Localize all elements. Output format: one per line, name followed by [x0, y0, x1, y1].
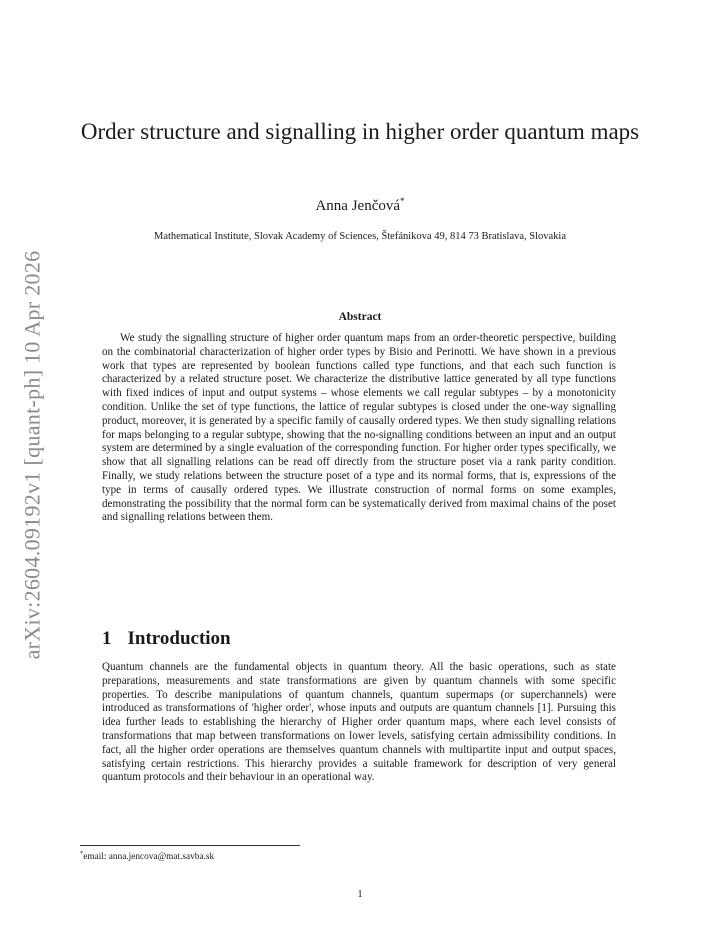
section-title: Introduction: [127, 628, 231, 649]
abstract-heading: Abstract: [338, 311, 382, 323]
section-heading-introduction: [102, 628, 231, 650]
arxiv-identifier: arXiv:2604.09192v1 [quant-ph] 10 Apr 2026: [19, 250, 45, 660]
introduction-paragraph: Quantum channels are the fundamental objects in quantum theory. All the basic operations, such as state preparations, measurements and state transformations are given by quantum channels with some specific properties. To describe manipulations of quantum channels, quantum supermaps (or superchannels) were introduced as transformations of 'higher order', whose inputs and outputs are quantum channels [1]. Pursuing this idea further leads to establishing the hierarchy of Higher order quantum maps, where each level consists of transformations that map between transformations on lower levels, satisfying certain admissibility conditions. In fact, all the higher order operations are themselves quantum channels with multipartite input and output spaces, satisfying certain restrictions. This hierarchy provides a suitable framework for description of very general quantum protocols and their behaviour in an operational way.: [102, 661, 616, 784]
footnote-divider: [80, 845, 300, 846]
author-name: Anna Jenčová: [315, 198, 401, 214]
section-number: 1: [102, 628, 112, 649]
author-footnote-mark: *: [400, 196, 405, 206]
paper-title: Order structure and signalling in higher order quantum maps: [80, 119, 640, 144]
page-number: 1: [357, 888, 363, 900]
arxiv-identifier-sidebar: [4, 250, 60, 660]
author-affiliation: Mathematical Institute, Slovak Academy of Sciences, Štefánikova 49, 814 73 Bratislava, Slovakia: [153, 231, 567, 242]
author-line: [80, 196, 640, 215]
abstract-text: We study the signalling structure of higher order quantum maps from an order-theoretic perspective, building on the combinatorial characterization of higher order types by Bisio and Perinotti. We have shown in a previous work that types are represented by boolean functions called type functions, and that each such function is characterized by a related structure poset. We characterize the distributive lattice generated by all type functions with fixed indices of input and output systems – whose elements we call regular subtypes – by a monotonicity condition. Unlike the set of type functions, the lattice of regular subtypes is closed under the one-way signalling product, moreover, it is generated by a specific family of causally ordered types. We then study signalling relations for maps belonging to a regular subtype, showing that the no-signalling conditions between an input and an output system are determined by a single evaluation of the corresponding function. For higher order types specifically, we show that all signalling relations can be read off directly from the structure poset via a rank parity condition. Finally, we study relations between the structure poset of a type and its normal forms, that is, expressions of the type in terms of causally ordered types. We illustrate construction of normal forms on some examples, demonstrating the possibility that the normal form can be systematically derived from maximal chains of the poset and signalling relations between them.: [102, 332, 616, 524]
footnote-email: email: anna.jencova@mat.savba.sk: [83, 852, 215, 863]
footnote-mark: *: [80, 850, 84, 857]
footnote: [80, 850, 214, 862]
